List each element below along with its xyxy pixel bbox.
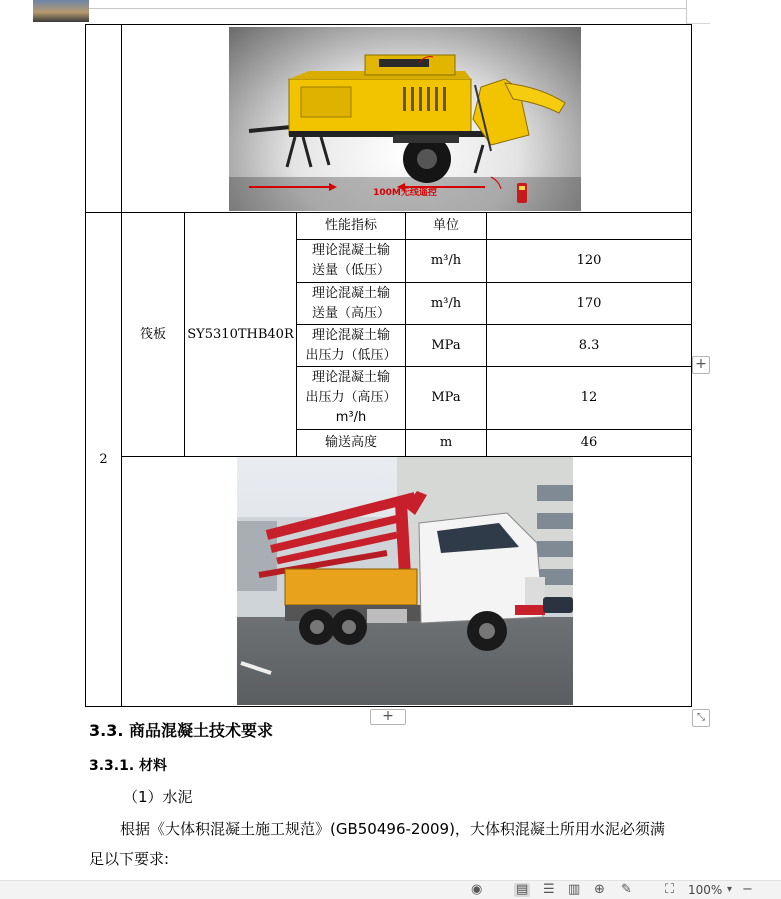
header-image-thumbnail [33, 0, 89, 22]
add-column-button[interactable]: + [692, 356, 710, 374]
indicator-cell [297, 283, 406, 325]
concrete-pump-truck-photo [237, 457, 573, 705]
zoom-dropdown-icon[interactable]: ▾ [727, 884, 733, 895]
book-icon[interactable]: ▥ [568, 882, 581, 897]
indicator-line: 送量（高压） [311, 305, 390, 321]
indicator-cell: 输送高度 [297, 430, 406, 457]
zoom-level[interactable]: 100% [688, 883, 723, 897]
indicator-cell [297, 325, 406, 367]
indicator-cell [297, 367, 406, 430]
equipment-table [85, 24, 692, 707]
value-cell: 8.3 [487, 325, 692, 367]
header-indicator-cell: 性能指标 [297, 213, 406, 240]
body-paragraph-line1: 根据《大体积混凝土施工规范》(GB50496-2009)，大体积混凝土所用水泥必须满 [120, 820, 665, 838]
heading-3-3: 3.3. 商品混凝土技术要求 [89, 721, 273, 740]
zoom-out-icon[interactable]: − [742, 882, 753, 897]
web-icon[interactable]: ⊕ [594, 882, 605, 897]
indicator-line: 出压力（低压） [305, 347, 397, 363]
empty-number-cell [86, 25, 122, 213]
pen-icon[interactable]: ✎ [621, 882, 632, 897]
outline-icon[interactable]: ☰ [543, 882, 555, 897]
indicator-line: 理论混凝土输 [311, 370, 390, 385]
header-value-cell [487, 213, 692, 240]
value-cell: 170 [487, 283, 692, 325]
indicator-line: 送量（低压） [311, 263, 390, 278]
page-view-icon[interactable]: ▤ [516, 882, 529, 897]
value-cell: 120 [487, 240, 692, 283]
item-cement: （1）水泥 [123, 788, 193, 806]
truck-image-cell [122, 457, 692, 707]
unit-cell: m³/h [406, 240, 487, 283]
page-margin-line [89, 8, 687, 9]
indicator-line: 理论混凝土输 [311, 285, 390, 301]
indicator-line: 出压力（高压） [305, 390, 397, 405]
unit-cell: m [406, 430, 487, 457]
value-cell: 12 [487, 367, 692, 430]
unit-cell: MPa [406, 367, 487, 430]
unit-cell: m³/h [406, 283, 487, 325]
indicator-line: m³/h [335, 410, 367, 425]
indicator-line: 理论混凝土输 [311, 327, 390, 343]
method-cell: 筏板 [122, 213, 185, 457]
model-cell: SY5310THB40R [185, 213, 297, 457]
pump-image-cell [122, 25, 692, 213]
row-number-cell: 2 [86, 213, 122, 707]
resize-table-handle[interactable]: ⤡ [692, 709, 710, 727]
fit-icon[interactable]: ⛶ [665, 882, 675, 897]
add-row-button[interactable]: + [370, 709, 406, 725]
value-cell: 46 [487, 430, 692, 457]
indicator-cell [297, 240, 406, 283]
indicator-line: 理论混凝土输 [311, 243, 390, 258]
unit-cell: MPa [406, 325, 487, 367]
status-bar [0, 880, 781, 899]
heading-3-3-1: 3.3.1. 材料 [89, 758, 168, 774]
eye-icon[interactable]: ◉ [471, 882, 483, 897]
concrete-pump-photo [229, 27, 581, 211]
body-paragraph-line2: 足以下要求: [89, 850, 170, 868]
header-unit-cell: 单位 [406, 213, 487, 240]
page-margin-corner [686, 0, 687, 24]
pump-remote-caption: 100M无线遥控 [373, 188, 437, 198]
